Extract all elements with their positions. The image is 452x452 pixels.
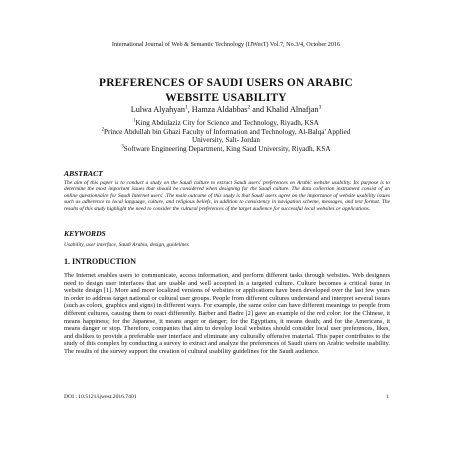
affiliation-line [40, 119, 412, 128]
affiliation-text: University, Salt- Jordan [191, 136, 260, 145]
affiliation-text: Prince Abdullah bin Ghazi Faculty of Information and Technology, Al-Balqa' Applied [104, 127, 351, 136]
abstract-body: The aim of this paper is to conduct a study on the Saudi culture to extract Saudi users' preferences on Arabic website usability. Its purpose is to determine the most important issues that should be considered when designing for the Saudi culture. The data collection instrument consist of an online questionnaire for Saudi Internet users' .The main outcome of this study is that Saudi users agree on the importance of website usability issues such as adherence to local language, culture, and religious beliefs, in addition to consistency in navigation scheme, messages, and text format. The results of this study highlight the need to consider the cultural preferences of the target audience for successful local websites or applications. [64, 180, 390, 212]
author-list [40, 105, 412, 115]
affiliation-mark: 1 [133, 118, 136, 124]
journal-header: International Journal of Web & Semantic Technology (IJWesT) Vol.7, No.3/4, October 2016 [111, 41, 341, 48]
affiliation-line [40, 145, 412, 154]
author-name: and Khalid Alnafjan [250, 105, 319, 114]
affiliation-mark: 2 [247, 104, 251, 111]
doi-footer: DOI : 10.5121/ijwest.2016.7401 [64, 394, 137, 400]
affiliation-mark: 1 [185, 104, 188, 111]
affiliation-text: Software Engineering Department, King Saud University, Riyadh, KSA [123, 144, 331, 153]
affiliation-mark: 2 [101, 127, 104, 133]
affiliation-text: King Abdulaziz City for Science and Technology, Riyadh, KSA [135, 119, 319, 127]
affiliation-line [40, 128, 412, 137]
affiliation-mark: 3 [121, 144, 124, 150]
paper-title-line-1: PREFERENCES OF SAUDI USERS ON ARABIC [99, 77, 353, 89]
keywords-body: Usability, user interface, Saudi Arabia, design, guidelines [64, 242, 189, 248]
paper-title-line-2: WEBSITE USABILITY [165, 91, 287, 104]
keywords-heading: KEYWORDS [64, 229, 106, 238]
author-name: Lulwa Alyahyan [130, 105, 186, 114]
paper-title [40, 76, 412, 105]
affiliation-mark: 3 [318, 104, 322, 111]
author-name: , Hamza Aldabbas [187, 105, 248, 114]
page-number: 1 [386, 394, 389, 400]
introduction-heading: 1. INTRODUCTION [64, 257, 137, 266]
affiliation-line [40, 136, 412, 145]
abstract-heading: ABSTRACT [64, 169, 103, 178]
affiliation-list [40, 119, 412, 153]
introduction-body: The Internet enables users to communicate, access information, and perform different tasks through websites. Web designers need to design user interfaces that are usable and well accepted in a targeted culture. Culture becomes a critical issue in website design [1]. More and more localized versions of websites or applications have been developed over the last few years in order to address target national or cultural user groups. People from different cultures understand and interpret several issues (such as colors, graphics and signs) in different ways. For example, the same color can have different meanings to people from different cultures, causing them to react differently. Barber and Badre [2] gave an example of the red color: for the Chinese, it means happiness; for the Japanese, it means anger or danger; for the Egyptians, it means death; and for the Americans, it means danger or stop. Therefore, companies that aim to develop local websites should consider local user preferences, likes, and dislikes to provide a preferable user interface and eliminate any culturally offensive material. This paper contributes to the study of this complex by conducting a survey to extract and analyze the preferences of Saudi users on Arabic website usability. The results of the survey support the creation of cultural usability guidelines for the Saudi audience. [64, 272, 390, 355]
